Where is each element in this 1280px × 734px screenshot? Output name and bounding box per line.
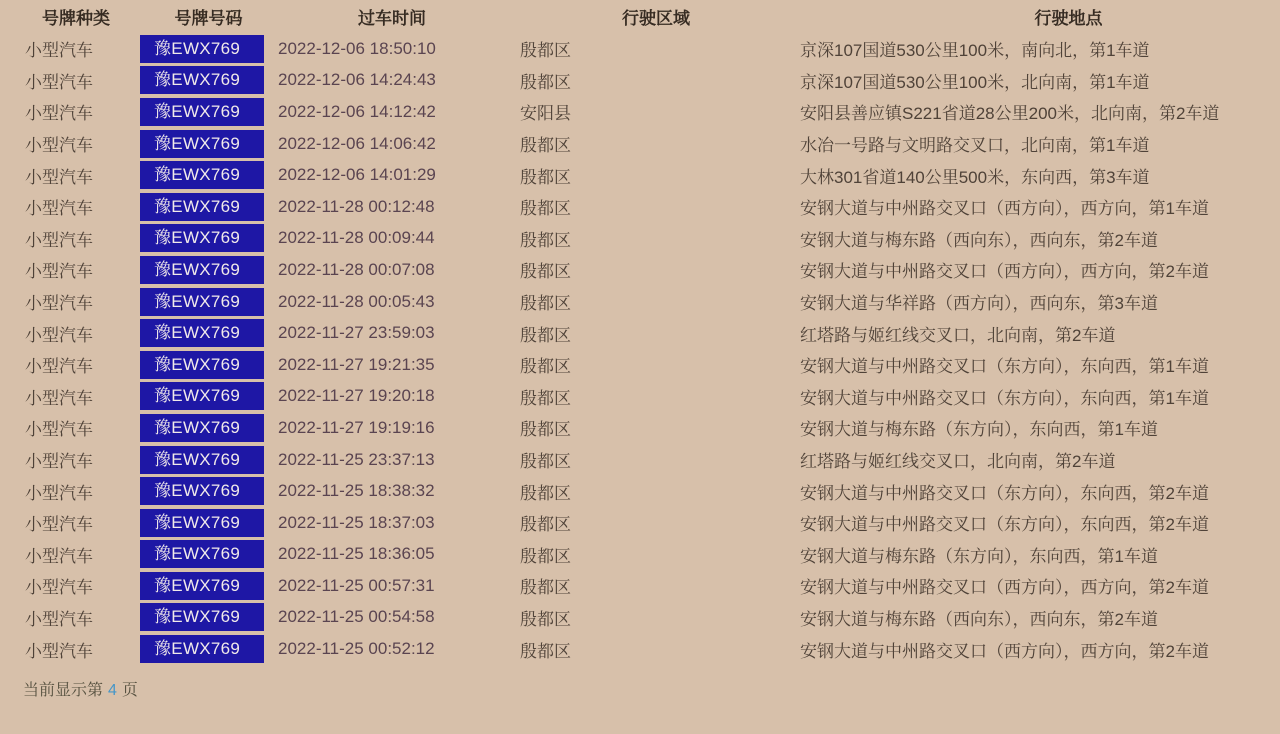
- cell-driving-area: 殷都区: [520, 609, 571, 629]
- license-plate-badge[interactable]: 豫EWX769: [140, 66, 264, 94]
- cell-pass-time: 2022-11-25 18:36:05: [278, 544, 435, 564]
- cell-plate-type: 小型汽车: [25, 357, 93, 377]
- cell-plate-type: 小型汽车: [25, 325, 93, 345]
- cell-driving-area: 殷都区: [520, 199, 571, 219]
- cell-plate-type: 小型汽车: [25, 230, 93, 250]
- table-row: [0, 349, 1280, 381]
- license-plate-badge[interactable]: 豫EWX769: [140, 161, 264, 189]
- cell-plate-type: 小型汽车: [25, 546, 93, 566]
- table-row: [0, 128, 1280, 160]
- license-plate-badge[interactable]: 豫EWX769: [140, 382, 264, 410]
- table-row: [0, 33, 1280, 65]
- cell-driving-area: 殷都区: [520, 515, 571, 535]
- table-row: [0, 475, 1280, 507]
- cell-plate-type: 小型汽车: [25, 641, 93, 661]
- license-plate-badge[interactable]: 豫EWX769: [140, 288, 264, 316]
- cell-plate-number: [140, 572, 264, 600]
- cell-plate-number: [140, 161, 264, 189]
- cell-plate-type: 小型汽车: [25, 136, 93, 156]
- cell-plate-number: [140, 98, 264, 126]
- cell-plate-type: 小型汽车: [25, 262, 93, 282]
- column-header-plate-type: 号牌种类: [42, 9, 110, 28]
- pagination-suffix-label: 页: [121, 682, 138, 699]
- cell-plate-number: [140, 351, 264, 379]
- license-plate-badge[interactable]: 豫EWX769: [140, 98, 264, 126]
- cell-plate-type: 小型汽车: [25, 167, 93, 187]
- license-plate-badge[interactable]: 豫EWX769: [140, 193, 264, 221]
- license-plate-badge[interactable]: 豫EWX769: [140, 351, 264, 379]
- cell-driving-area: 殷都区: [520, 578, 571, 598]
- cell-pass-time: 2022-11-25 23:37:13: [278, 449, 435, 469]
- cell-pass-time: 2022-11-28 00:05:43: [278, 291, 435, 311]
- cell-plate-type: 小型汽车: [25, 104, 93, 124]
- column-header-pass-time: 过车时间: [358, 9, 426, 28]
- table-row: [0, 191, 1280, 223]
- cell-driving-area: 殷都区: [520, 357, 571, 377]
- table-row: [0, 317, 1280, 349]
- cell-pass-time: 2022-11-28 00:12:48: [278, 196, 435, 216]
- cell-plate-number: [140, 66, 264, 94]
- pagination-prefix-label: 当前显示第: [23, 682, 104, 699]
- cell-plate-number: [140, 477, 264, 505]
- cell-plate-number: [140, 256, 264, 284]
- cell-plate-type: 小型汽车: [25, 388, 93, 408]
- cell-driving-area: 殷都区: [520, 641, 571, 661]
- cell-plate-number: [140, 603, 264, 631]
- cell-plate-number: [140, 446, 264, 474]
- cell-pass-time: 2022-11-27 19:19:16: [278, 417, 435, 437]
- cell-plate-type: 小型汽车: [25, 609, 93, 629]
- license-plate-badge[interactable]: 豫EWX769: [140, 635, 264, 663]
- cell-driving-area: 殷都区: [520, 167, 571, 187]
- cell-pass-time: 2022-11-25 18:37:03: [278, 512, 435, 532]
- cell-pass-time: 2022-12-06 14:01:29: [278, 165, 436, 185]
- cell-driving-location: 京深107国道530公里100米，北向南，第1车道: [800, 72, 1150, 92]
- license-plate-badge[interactable]: 豫EWX769: [140, 540, 264, 568]
- cell-driving-area: 殷都区: [520, 546, 571, 566]
- table-body: [0, 33, 1280, 665]
- cell-driving-area: 殷都区: [520, 388, 571, 408]
- table-row: [0, 96, 1280, 128]
- cell-driving-area: 殷都区: [520, 41, 571, 61]
- cell-pass-time: 2022-11-25 18:38:32: [278, 481, 435, 501]
- cell-driving-location: 安钢大道与梅东路（东方向），东向西，第1车道: [800, 546, 1158, 566]
- license-plate-badge[interactable]: 豫EWX769: [140, 130, 264, 158]
- cell-driving-location: 安阳县善应镇S221省道28公里200米，北向南，第2车道: [800, 104, 1220, 124]
- column-header-driving-location: 行驶地点: [1034, 9, 1103, 28]
- cell-driving-location: 安钢大道与中州路交叉口（东方向），东向西，第1车道: [800, 388, 1209, 408]
- license-plate-badge[interactable]: 豫EWX769: [140, 414, 264, 442]
- cell-plate-number: [140, 414, 264, 442]
- cell-plate-number: [140, 635, 264, 663]
- cell-driving-area: 殷都区: [520, 262, 571, 282]
- cell-driving-area: 殷都区: [520, 294, 571, 314]
- cell-driving-location: 安钢大道与华祥路（西方向），西向东，第3车道: [800, 294, 1158, 314]
- cell-driving-location: 安钢大道与梅东路（西向东），西向东，第2车道: [800, 230, 1158, 250]
- table-row: [0, 223, 1280, 255]
- cell-plate-type: 小型汽车: [25, 294, 93, 314]
- license-plate-badge[interactable]: 豫EWX769: [140, 224, 264, 252]
- cell-driving-location: 安钢大道与中州路交叉口（西方向），西方向，第1车道: [800, 199, 1209, 219]
- cell-pass-time: 2022-11-27 19:21:35: [278, 354, 435, 374]
- cell-plate-number: [140, 224, 264, 252]
- table-row: [0, 507, 1280, 539]
- cell-driving-location: 红塔路与姬红线交叉口，北向南，第2车道: [800, 452, 1116, 472]
- pagination-status: [23, 677, 138, 700]
- cell-pass-time: 2022-11-28 00:09:44: [278, 228, 435, 248]
- cell-driving-location: 安钢大道与中州路交叉口（东方向），东向西，第2车道: [800, 483, 1209, 503]
- table-row: [0, 412, 1280, 444]
- table-row: [0, 381, 1280, 413]
- cell-plate-type: 小型汽车: [25, 452, 93, 472]
- column-header-driving-area: 行驶区域: [622, 9, 690, 28]
- cell-plate-type: 小型汽车: [25, 41, 93, 61]
- table-row: [0, 444, 1280, 476]
- cell-plate-number: [140, 35, 264, 63]
- cell-driving-area: 殷都区: [520, 420, 571, 440]
- cell-driving-area: 殷都区: [520, 136, 571, 156]
- cell-driving-area: 殷都区: [520, 325, 571, 345]
- cell-plate-type: 小型汽车: [25, 420, 93, 440]
- cell-driving-area: 殷都区: [520, 230, 571, 250]
- cell-plate-number: [140, 382, 264, 410]
- cell-pass-time: 2022-12-06 14:12:42: [278, 101, 436, 121]
- cell-plate-type: 小型汽车: [25, 199, 93, 219]
- table-row: [0, 159, 1280, 191]
- cell-driving-area: 殷都区: [520, 72, 571, 92]
- cell-driving-location: 安钢大道与中州路交叉口（东方向），东向西，第2车道: [800, 515, 1209, 535]
- cell-plate-type: 小型汽车: [25, 483, 93, 503]
- license-plate-badge[interactable]: 豫EWX769: [140, 477, 264, 505]
- cell-driving-location: 大林301省道140公里500米，东向西，第3车道: [800, 167, 1150, 187]
- cell-pass-time: 2022-11-25 00:54:58: [278, 607, 435, 627]
- current-page-number: 4: [108, 682, 117, 699]
- cell-plate-number: [140, 288, 264, 316]
- cell-plate-number: [140, 130, 264, 158]
- table-row: [0, 254, 1280, 286]
- cell-plate-number: [140, 540, 264, 568]
- cell-driving-location: 安钢大道与中州路交叉口（西方向），西方向，第2车道: [800, 262, 1209, 282]
- cell-pass-time: 2022-11-28 00:07:08: [278, 259, 435, 279]
- cell-pass-time: 2022-12-06 14:24:43: [278, 70, 436, 90]
- cell-pass-time: 2022-11-27 23:59:03: [278, 323, 435, 343]
- license-plate-badge[interactable]: 豫EWX769: [140, 572, 264, 600]
- cell-driving-area: 安阳县: [520, 104, 571, 124]
- column-header-plate-number: 号牌号码: [174, 9, 243, 28]
- table-row: [0, 65, 1280, 97]
- cell-plate-number: [140, 319, 264, 347]
- license-plate-badge[interactable]: 豫EWX769: [140, 319, 264, 347]
- cell-driving-location: 安钢大道与中州路交叉口（西方向），西方向，第2车道: [800, 578, 1209, 598]
- cell-plate-number: [140, 193, 264, 221]
- cell-plate-number: [140, 509, 264, 537]
- cell-plate-type: 小型汽车: [25, 578, 93, 598]
- cell-driving-location: 安钢大道与中州路交叉口（东方向），东向西，第1车道: [800, 357, 1209, 377]
- cell-driving-location: 安钢大道与梅东路（西向东），西向东，第2车道: [800, 609, 1158, 629]
- cell-driving-location: 红塔路与姬红线交叉口，北向南，第2车道: [800, 325, 1116, 345]
- license-plate-badge[interactable]: 豫EWX769: [140, 256, 264, 284]
- cell-driving-location: 京深107国道530公里100米，南向北，第1车道: [800, 41, 1150, 61]
- table-row: [0, 570, 1280, 602]
- license-plate-badge[interactable]: 豫EWX769: [140, 446, 264, 474]
- cell-pass-time: 2022-12-06 14:06:42: [278, 133, 436, 153]
- cell-pass-time: 2022-11-27 19:20:18: [278, 386, 435, 406]
- cell-pass-time: 2022-12-06 18:50:10: [278, 38, 436, 58]
- cell-driving-location: 安钢大道与梅东路（东方向），东向西，第1车道: [800, 420, 1158, 440]
- table-header-row: [0, 0, 1280, 33]
- license-plate-badge[interactable]: 豫EWX769: [140, 35, 264, 63]
- cell-plate-type: 小型汽车: [25, 515, 93, 535]
- cell-driving-location: 水冶一号路与文明路交叉口，北向南，第1车道: [800, 136, 1150, 156]
- cell-pass-time: 2022-11-25 00:57:31: [278, 575, 435, 595]
- license-plate-badge[interactable]: 豫EWX769: [140, 603, 264, 631]
- cell-pass-time: 2022-11-25 00:52:12: [278, 639, 435, 659]
- cell-driving-area: 殷都区: [520, 483, 571, 503]
- table-row: [0, 602, 1280, 634]
- cell-driving-area: 殷都区: [520, 452, 571, 472]
- license-plate-badge[interactable]: 豫EWX769: [140, 509, 264, 537]
- table-row: [0, 286, 1280, 318]
- table-row: [0, 633, 1280, 665]
- cell-driving-location: 安钢大道与中州路交叉口（西方向），西方向，第2车道: [800, 641, 1209, 661]
- cell-plate-type: 小型汽车: [25, 72, 93, 92]
- table-row: [0, 539, 1280, 571]
